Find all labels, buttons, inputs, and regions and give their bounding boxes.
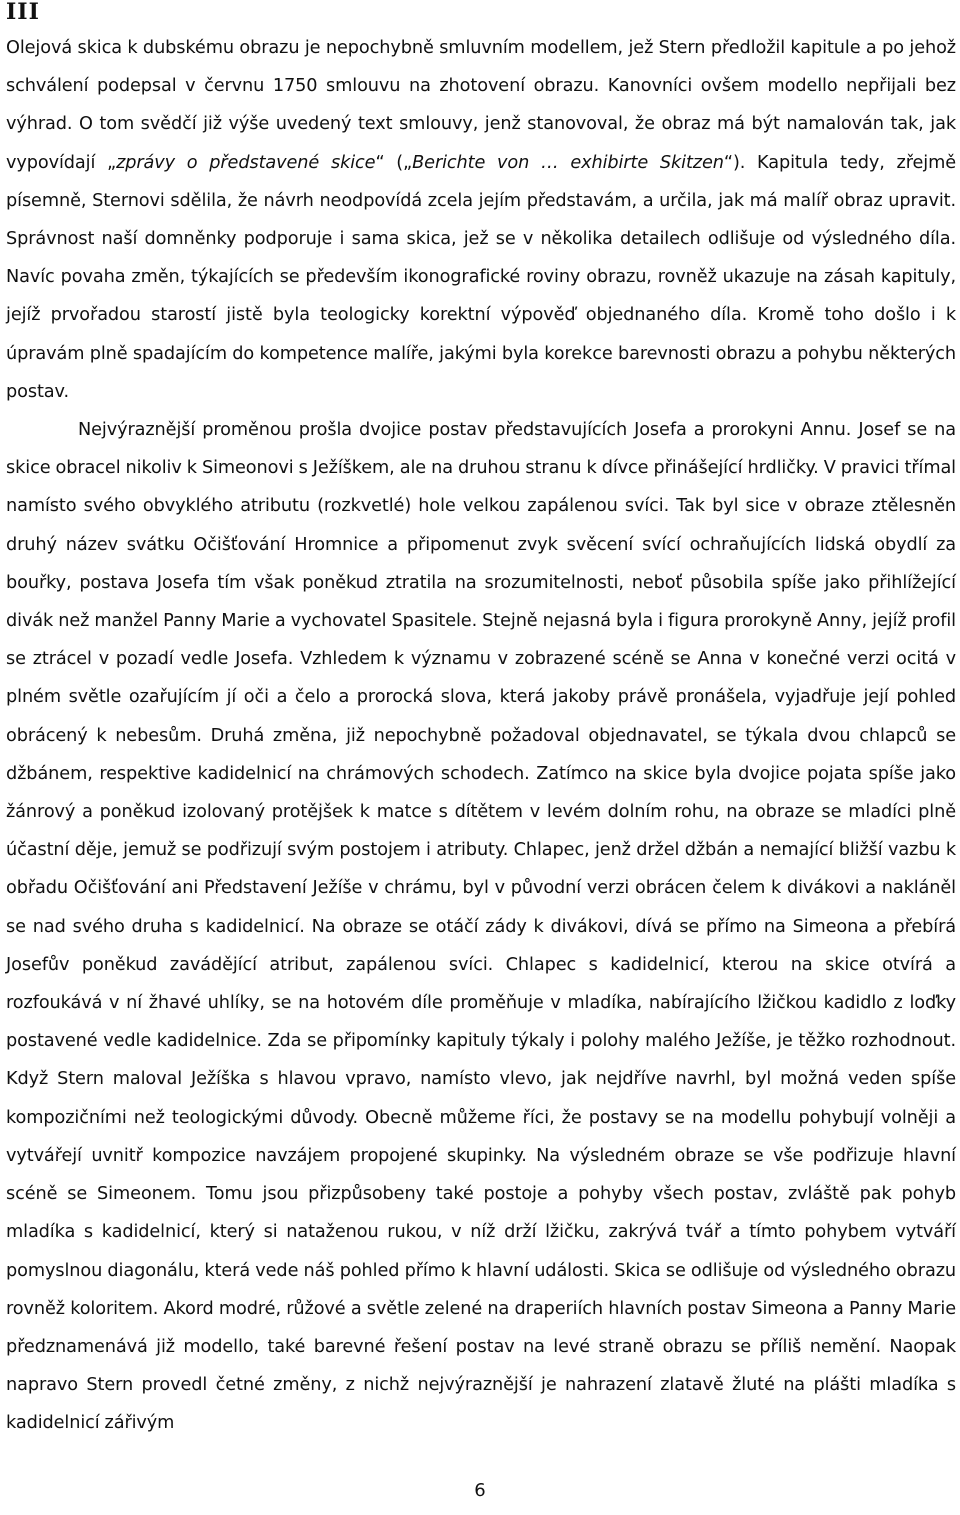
text-run: Nejvýraznější proměnou prošla dvojice postav představujících Josefa a prorokyni Annu. Josef se na skice obracel nikoliv k Simeonovi s Ježíškem, ale na druhou stranu k dívce přinášející hrdličky. V pravici třímal namísto svého obvyklého atributu (rozkvetlé) hole velkou zapálenou svíci. Tak byl sice v obraze ztělesněn druhý název svátku Očišťování Hromnice a připomenut zvyk svěcení svící ochraňujících lidská obydlí za bouřky, postava Josefa tím však poněkud ztratila na srozumitelnosti, neboť působila spíše jako přihlížející divák než manžel Panny Marie a vychovatel Spasitele. Stejně nejasná byla i figura prorokyně Anny, jejíž profil se ztrácel v pozadí vedle Josefa. Vzhledem k významu v zobrazené scéně se Anna v konečné verzi ocitá v plném světle ozařujícím jí oči a čelo a prorocká slova, která jakoby právě pronášela, vyjadřuje její pohled obrácený k nebesům. Druhá změna, již nepochybně požadoval objednavatel, se týkala dvou chlapců se džbánem, respektive kadidelnicí na chrámových schodech. Zatímco na skice byla dvojice pojata spíše jako žánrový a poněkud izolovaný protějšek k matce s dítětem v levém dolním rohu, na obraze se mladíci plně účastní děje, jemuž se podřizují svým postojem i atributy. Chlapec, jenž držel džbán a nemající bližší vazbu k obřadu Očišťování ani Představení Ježíše v chrámu, byl v původní verzi obrácen čelem k divákovi a nakláněl se nad svého druha s kadidelnicí. Na obraze se otáčí zády k divákovi, dívá se přímo na Simeona a přebírá Josefův poněkud zavádějící atribut, zapálenou svíci. Chlapec s kadidelnicí, kterou na skice otvírá a rozfoukává v ní žhavé uhlíky, se na hotovém díle proměňuje v mladíka, nabírajícího lžičkou kadidlo z loďky postavené vedle kadidelnice. Zda se připomínky kapituly týkaly i polohy malého Ježíše, je těžko rozhodnout. Když Stern maloval Ježíška s hlavou vpravo, namísto vlevo, jak nejdříve navrhl, byl možná veden spíše kompozičními než teologickými důvody. Obecně můžeme říci, že postavy se na modellu pohybují volněji a vytvářejí uvnitř kompozice navzájem propojené skupinky. Na výsledném obraze se vše podřizuje hlavní scéně se Simeonem. Tomu jsou přizpůsobeny také postoje a pohyby všech postav, zvláště pak pohyb mladíka s kadidelnicí, který si nataženou rukou, v níž drží lžičku, zakrývá tvář a tímto pohybem vytváří pomyslnou diagonálu, která vede náš pohled přímo k hlavní události. Skica se odlišuje od výsledného obrazu rovněž koloritem. Akord modré, růžové a světle zelené na draperiích hlavních postav Simeona a Panny Marie předznamenává již modello, také barevné řešení postav na levé straně obrazu se příliš nemění. Naopak napravo Stern provedl četné změny, z nichž nejvýraznější je nahrazení zlatavě žluté na plášti mladíka s kadidelnicí zářivým <box>6 420 956 1434</box>
italic-text-run: zprávy o představené skice <box>116 152 376 173</box>
paragraph <box>6 411 956 1442</box>
text-run: “). Kapitula tedy, zřejmě písemně, Sternovi sdělila, že návrh neodpovídá zcela jejím představám, a určila, jak má malíř obraz upravit. Správnost naší domněnky podporuje i sama skica, jež se v několika detailech odlišuje od výsledného díla. Navíc povaha změn, týkajících se především ikonografické roviny obrazu, rovněž ukazuje na zásah kapituly, jejíž prvořadou starostí jistě byla teologicky korektní výpověď objednaného díla. Kromě toho došlo i k úpravám plně spadajícím do kompetence malíře, jakými byla korekce barevnosti obrazu a pohybu některých postav. <box>6 152 956 402</box>
page-number: 6 <box>474 1480 486 1501</box>
body-text <box>6 29 956 1443</box>
chapter-heading: III <box>6 0 40 25</box>
italic-text-run: Berichte von … exhibirte Skitzen <box>412 152 724 173</box>
text-run: Olejová skica k dubskému obrazu je nepochybně smluvním modellem, jež Stern předložil kapitule a po jehož schválení podepsal v červnu 1750 smlouvu na zhotovení obrazu. Kanovníci ovšem modello nepřijali bez výhrad. O tom svědčí již výše uvedený text smlouvy, jenž stanovoval, že obraz má být namalován tak, jak vypovídají „ <box>6 38 956 173</box>
paragraph <box>6 29 956 411</box>
text-run: “ („ <box>375 152 413 173</box>
